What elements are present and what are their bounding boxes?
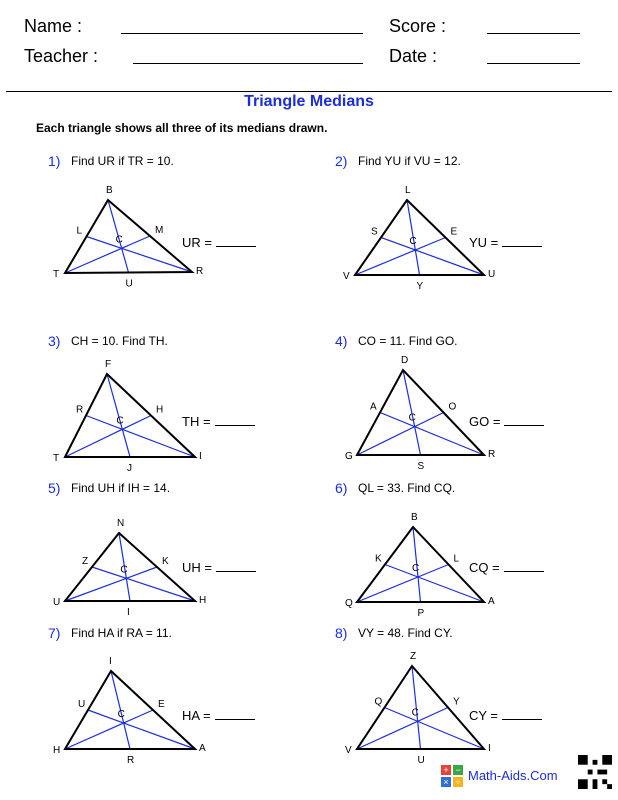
midpoint-label: Q (374, 696, 383, 708)
answer-label: CQ = (469, 560, 500, 575)
centroid-label: C (116, 415, 124, 427)
footer-site[interactable]: Math-Aids.Com (468, 768, 558, 783)
vertex-label: A (199, 743, 206, 754)
answer-blank[interactable] (216, 234, 256, 247)
midpoint-label: H (156, 404, 164, 416)
triangle-diagram (55, 518, 205, 628)
midpoint-label: J (127, 463, 132, 474)
answer-label: TH = (182, 414, 211, 429)
vertex-label: R (196, 266, 204, 277)
triangle-outline (357, 370, 484, 455)
svg-text:+: + (443, 765, 449, 775)
header-divider (6, 91, 612, 92)
vertex-label: D (401, 355, 409, 366)
midpoint-label: I (127, 607, 130, 618)
median-line (87, 237, 193, 273)
answer-label: UR = (182, 235, 212, 250)
midpoint-label: Y (416, 281, 424, 292)
problem-number: 5) (48, 480, 61, 496)
answer-blank[interactable] (215, 707, 255, 720)
midpoint-label: K (375, 553, 382, 565)
midpoint-label: K (162, 556, 169, 567)
median-line (380, 413, 484, 456)
page-title: Triangle Medians (244, 93, 374, 110)
triangle-outline (357, 527, 484, 602)
midpoint-label: M (155, 225, 164, 236)
triangle-diagram (347, 512, 497, 622)
vertex-label: N (117, 518, 125, 529)
problem-text: Find UR if TR = 10. (71, 154, 174, 168)
problem-text: Find YU if VU = 12. (358, 154, 461, 168)
problem-text: VY = 48. Find CY. (358, 626, 453, 640)
svg-text:×: × (443, 777, 449, 787)
triangle-diagram (53, 359, 205, 477)
teacher-label: Teacher : (24, 46, 99, 66)
answer-blank[interactable] (216, 559, 256, 572)
midpoint-label: Y (453, 696, 460, 708)
centroid-label: C (117, 709, 125, 720)
midpoint-label: L (453, 553, 460, 565)
problem-number: 8) (335, 625, 348, 641)
midpoint-label: L (76, 225, 83, 237)
score-field[interactable] (487, 33, 580, 34)
vertex-label: V (343, 271, 350, 282)
median-line (65, 416, 151, 458)
problem-number: 3) (48, 333, 61, 349)
answer-label: UH = (182, 560, 212, 575)
centroid-label: C (120, 564, 128, 576)
teacher-field[interactable] (133, 63, 363, 64)
problem-text: CH = 10. Find TH. (71, 334, 168, 348)
vertex-label: B (411, 512, 418, 523)
answer-blank[interactable] (502, 707, 542, 720)
midpoint-label: R (76, 404, 84, 416)
vertex-label: T (53, 453, 60, 464)
midpoint-label: E (450, 226, 458, 238)
name-label: Name : (24, 16, 83, 36)
instructions: Each triangle shows all three of its medians drawn. (36, 121, 328, 135)
problem-number: 2) (335, 153, 348, 169)
score-label: Score : (389, 16, 447, 36)
midpoint-label: Z (82, 556, 89, 567)
vertex-label: U (53, 597, 61, 608)
date-field[interactable] (487, 63, 580, 64)
problem-number: 1) (48, 153, 61, 169)
answer-blank[interactable] (502, 234, 542, 247)
triangle-diagram (345, 355, 497, 472)
triangle-diagram (53, 185, 205, 305)
vertex-label: Q (345, 598, 353, 609)
midpoint-label: O (448, 401, 457, 413)
centroid-label: C (409, 236, 417, 247)
midpoint-label: E (158, 699, 165, 710)
problem-number: 7) (48, 625, 61, 641)
answer-label: YU = (469, 235, 499, 250)
date-label: Date : (389, 46, 438, 66)
vertex-label: L (405, 185, 411, 196)
answer-blank[interactable] (504, 413, 544, 426)
vertex-label: R (488, 449, 496, 460)
vertex-label: Z (410, 651, 417, 662)
svg-text:÷: ÷ (455, 777, 461, 787)
vertex-label: F (105, 359, 112, 370)
name-field[interactable] (121, 33, 363, 34)
midpoint-label: R (127, 755, 135, 766)
vertex-label: U (488, 269, 496, 280)
problem-text: QL = 33. Find CQ. (358, 481, 456, 495)
centroid-label: C (412, 563, 420, 574)
vertex-label: G (345, 451, 353, 462)
qr-code-icon (578, 755, 612, 789)
problem-number: 4) (335, 333, 348, 349)
triangle-diagram (343, 185, 497, 295)
midpoint-label: S (371, 226, 378, 238)
vertex-label: H (199, 595, 207, 606)
vertex-label: H (53, 745, 61, 756)
triangle-diagram (55, 656, 205, 766)
midpoint-label: S (417, 461, 425, 472)
answer-blank[interactable] (504, 559, 544, 572)
svg-text:−: − (455, 765, 461, 775)
median-line (65, 236, 150, 273)
median-line (86, 416, 195, 458)
triangle-outline (65, 200, 192, 273)
answer-label: CY = (469, 708, 499, 723)
triangle-outline (65, 671, 195, 749)
triangle-outline (65, 374, 195, 457)
median-line (88, 710, 195, 749)
triangle-outline (357, 666, 484, 749)
answer-blank[interactable] (215, 413, 255, 426)
problem-text: Find UH if IH = 14. (71, 481, 171, 495)
midpoint-label: U (78, 699, 86, 710)
vertex-label: V (345, 745, 352, 756)
vertex-label: B (106, 185, 113, 196)
triangle-diagram (345, 651, 497, 766)
midpoint-label: P (417, 608, 425, 619)
answer-label: HA = (182, 708, 211, 723)
problem-text: CO = 11. Find GO. (358, 334, 458, 348)
math-aids-logo-icon (441, 765, 463, 787)
vertex-label: I (488, 743, 491, 754)
centroid-label: C (408, 412, 416, 424)
problem-text: Find HA if RA = 11. (71, 626, 172, 640)
triangle-outline (65, 533, 195, 601)
midpoint-label: U (125, 278, 133, 290)
triangle-outline (355, 200, 484, 275)
centroid-label: C (411, 707, 419, 719)
midpoint-label: A (370, 401, 377, 413)
problem-number: 6) (335, 480, 348, 496)
centroid-label: C (115, 234, 123, 246)
vertex-label: I (109, 656, 112, 667)
vertex-label: A (488, 596, 495, 607)
midpoint-label: U (417, 755, 425, 766)
vertex-label: I (199, 451, 202, 462)
vertex-label: T (53, 269, 60, 280)
answer-label: GO = (469, 414, 501, 429)
